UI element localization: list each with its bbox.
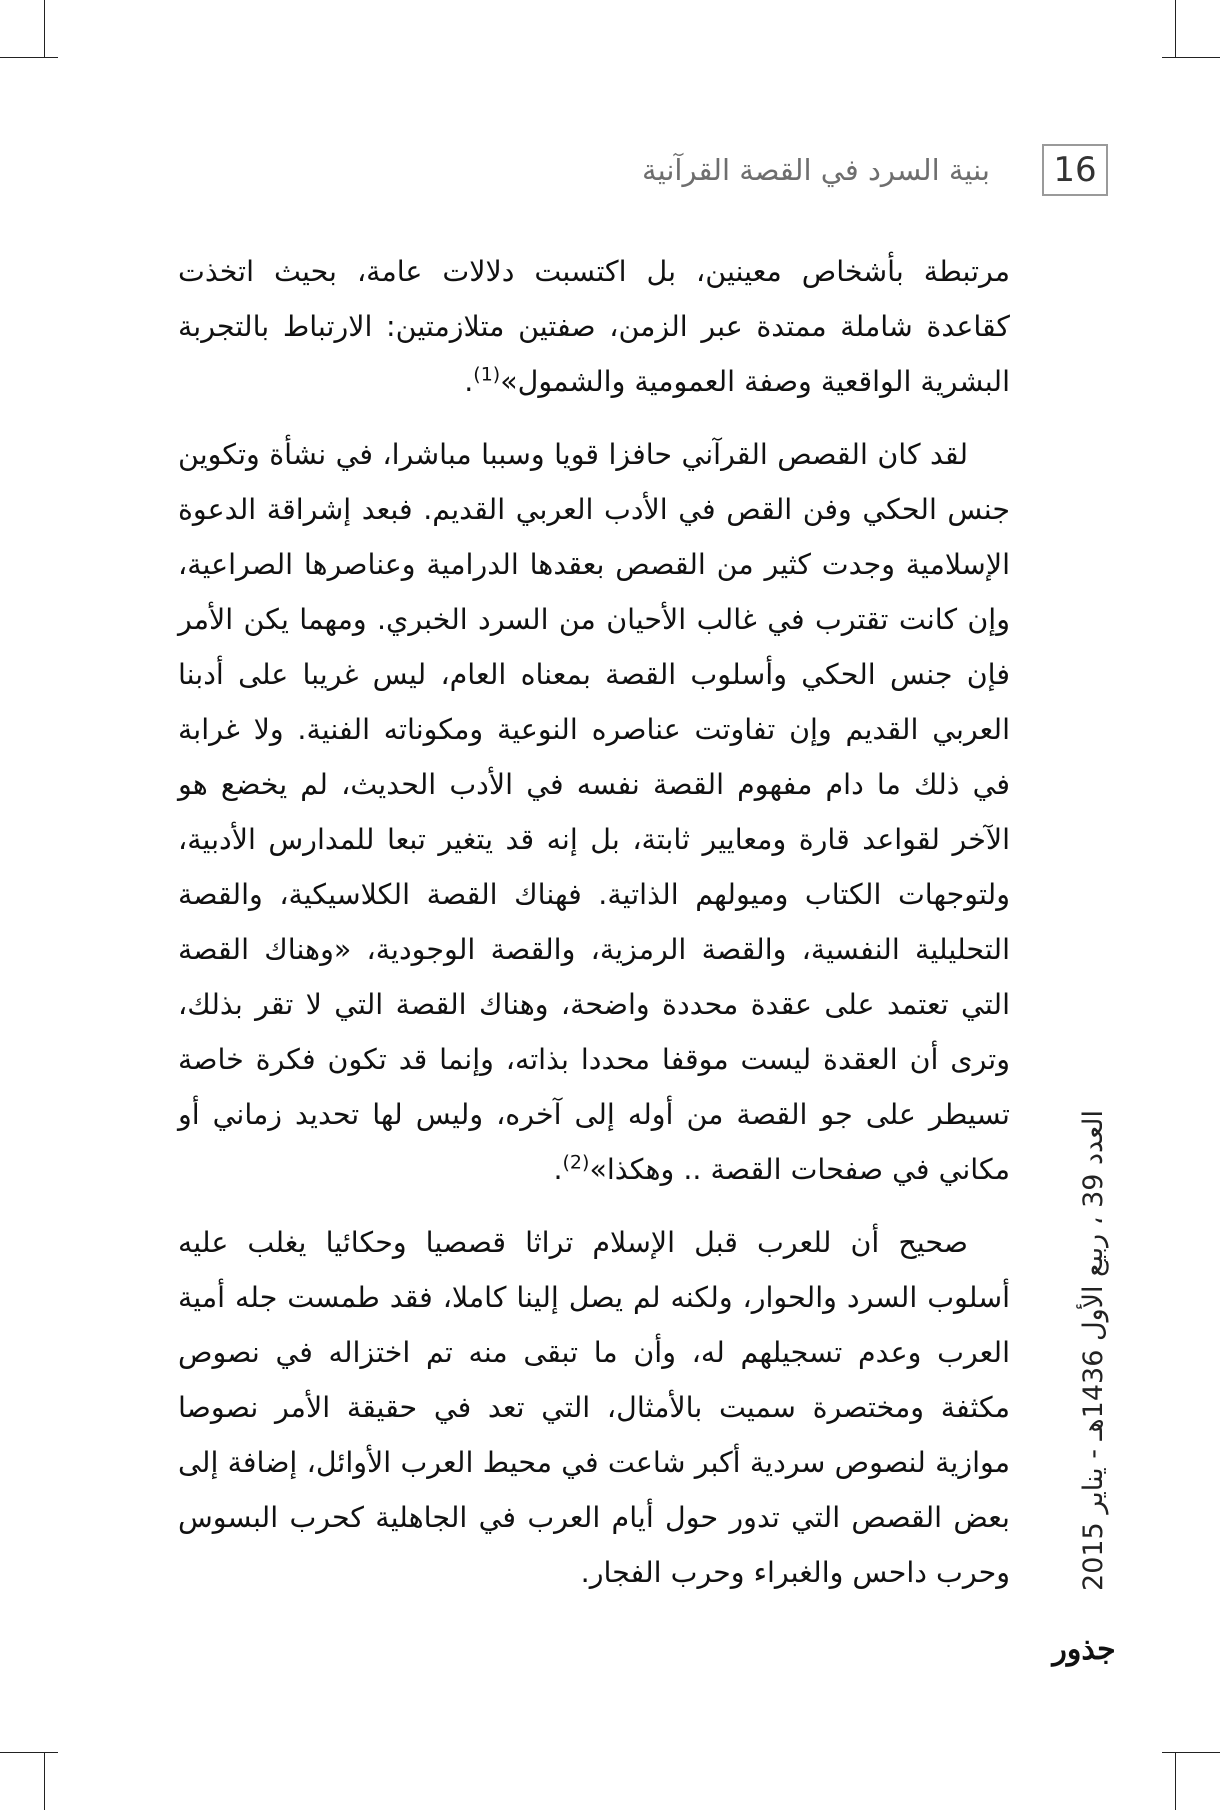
issue-info: [1058, 1080, 1128, 1620]
crop-mark: [1175, 0, 1176, 58]
journal-logo-text: جذور: [1052, 1631, 1116, 1667]
article-body: [178, 244, 1010, 1618]
crop-mark: [0, 1752, 58, 1753]
crop-mark: [44, 1752, 45, 1810]
issue-info-text: العدد 39 ، ربيع الأول 1436هـ - يناير 2015: [1077, 1109, 1109, 1591]
crop-mark: [0, 57, 58, 58]
crop-mark: [44, 0, 45, 58]
paragraph-1-end: .: [464, 365, 474, 398]
crop-mark: [1162, 57, 1220, 58]
footnote-ref-2: (2): [562, 1151, 590, 1174]
crop-mark: [1175, 1752, 1176, 1810]
page-number: [1042, 144, 1108, 196]
page-number-text: 16: [1053, 150, 1097, 190]
paragraph-1: [178, 244, 1010, 409]
paragraph-3: صحيح أن للعرب قبل الإسلام تراثا قصصيا وحكائيا يغلب عليه أسلوب السرد والحوار، ولكنه لم يصل إلينا كاملا، فقد طمست جله أمية العرب وعدم تسجيلهم له، وأن ما تبقى منه تم اختزاله في نصوص مكثفة ومختصرة سميت بالأمثال، التي تعد في حقيقة الأمر نصوصا موازية لنصوص سردية أكبر شاعت في محيط العرب الأوائل، إضافة إلى بعض القصص التي تدور حول أيام العرب في الجاهلية كحرب البسوس وحرب داحس والغبراء وحرب الفجار.: [178, 1226, 1010, 1589]
running-title: بنية السرد في القصة القرآنية: [642, 153, 990, 187]
paragraph-2-end: .: [553, 1153, 563, 1186]
paragraph-2-text: لقد كان القصص القرآني حافزا قويا وسببا مباشرا، في نشأة وتكوين جنس الحكي وفن القص في الأدب العربي القديم. فبعد إشراقة الدعوة الإسلامية وجدت كثير من القصص بعقدها الدرامية وعناصرها الصراعية، وإن كانت تقترب في غالب الأحيان من السرد الخبري. ومهما يكن الأمر فإن جنس الحكي وأسلوب القصة بمعناه العام، ليس غريبا على أدبنا العربي القديم وإن تفاوتت عناصره النوعية ومكوناته الفنية. ولا غرابة في ذلك ما دام مفهوم القصة نفسه في الأدب الحديث، لم يخضع هو الآخر لقواعد قارة ومعايير ثابتة، بل إنه قد يتغير تبعا للمدارس الأدبية، ولتوجهات الكتاب وميولهم الذاتية. فهناك القصة الكلاسيكية، والقصة التحليلية النفسية، والقصة الرمزية، والقصة الوجودية، «وهناك القصة التي تعتمد على عقدة محددة واضحة، وهناك القصة التي لا تقر بذلك، وترى أن العقدة ليست موقفا محددا بذاته، وإنما قد تكون فكرة خاصة تسيطر على جو القصة من أوله إلى آخره، وليس لها تحديد زماني أو مكاني في صفحات القصة .. وهكذا»: [178, 438, 1010, 1186]
journal-logo: [1044, 1624, 1124, 1674]
paragraph-1-text: مرتبطة بأشخاص معينين، بل اكتسبت دلالات عامة، بحيث اتخذت كقاعدة شاملة ممتدة عبر الزمن، صفتين متلازمتين: الارتباط بالتجربة البشرية الواقعية وصفة العمومية والشمول»: [178, 255, 1010, 398]
paragraph-2: [178, 427, 1010, 1197]
footnote-ref-1: (1): [473, 363, 501, 386]
crop-mark: [1162, 1752, 1220, 1753]
